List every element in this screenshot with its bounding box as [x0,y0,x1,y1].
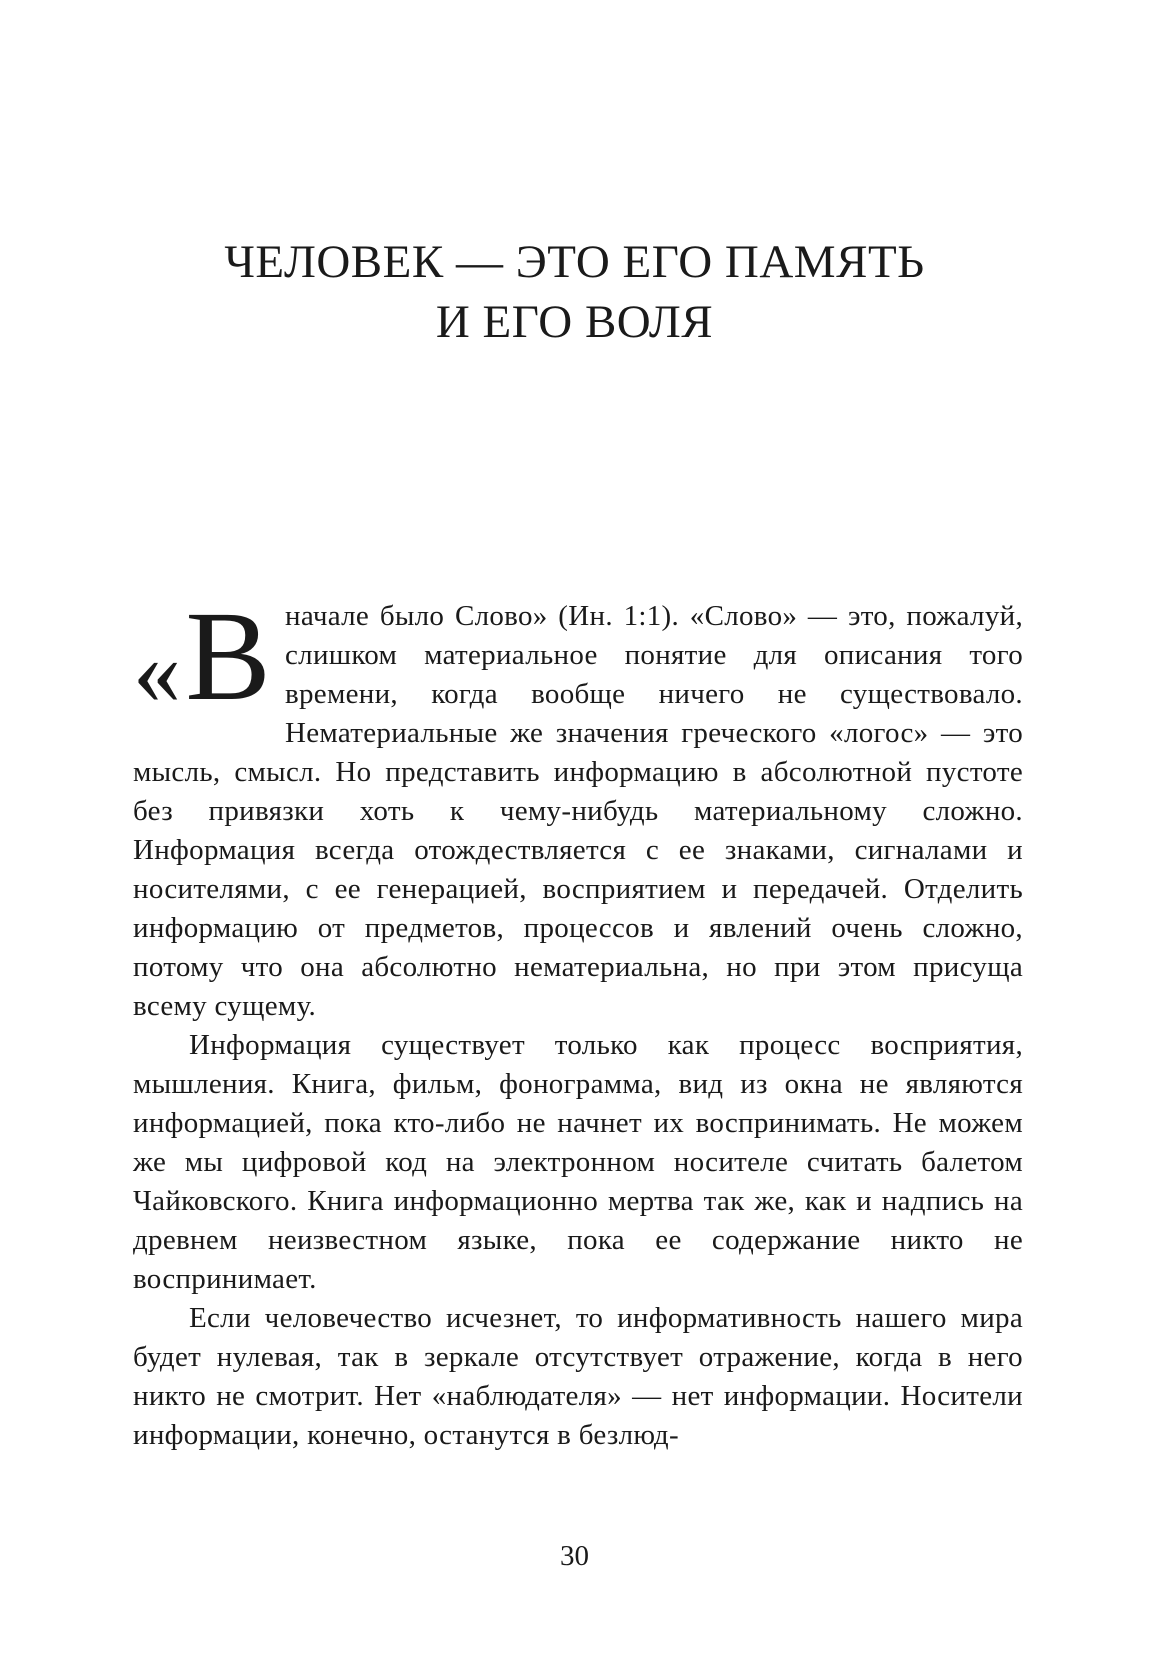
chapter-title-line-2: И ЕГО ВОЛЯ [435,296,714,348]
paragraph-3: Если человечество исчезнет, то информативность нашего мира будет нулевая, так в зеркале отсутствует отражение, когда в него никто не смотрит. Нет «наблюдателя» — нет информации. Носители информации, конечно, останутся в безлюд- [133,1302,1023,1451]
drop-cap-letter: В [185,585,271,727]
chapter-title [0,232,1149,352]
drop-cap [133,585,271,727]
chapter-title-line-1: ЧЕЛОВЕК — ЭТО ЕГО ПАМЯТЬ [224,236,925,288]
body-text [133,585,1023,1455]
paragraph-1: начале было Слово» (Ин. 1:1). «Слово» — это, пожалуй, слишком материальное понятие для описания того времени, когда вообще ничего не существовало. Нематериальные же значения греческого «логос» — это мысль, смысл. Но представить информацию в абсолютной пустоте без привязки хоть к чему-нибудь материальному сложно. Информация всегда отождествляется с ее знаками, сигналами и носителями, с ее генерацией, восприятием и передачей. Отделить информацию от предметов, процессов и явлений очень сложно, потому что она абсолютно нематериальна, но при этом присуща всему сущему. [133,600,1023,1022]
paragraph-2: Информация существует только как процесс восприятия, мышления. Книга, фильм, фонограмма, вид из окна не являются информацией, пока кто-либо не начнет их воспринимать. Не можем же мы цифровой код на электронном носителе считать балетом Чайковского. Книга информационно мертва так же, как и надпись на древнем неизвестном языке, пока ее содержание никто не воспринимает. [133,1029,1023,1295]
page-number: 30 [560,1540,589,1572]
drop-cap-quote: « [133,617,182,724]
